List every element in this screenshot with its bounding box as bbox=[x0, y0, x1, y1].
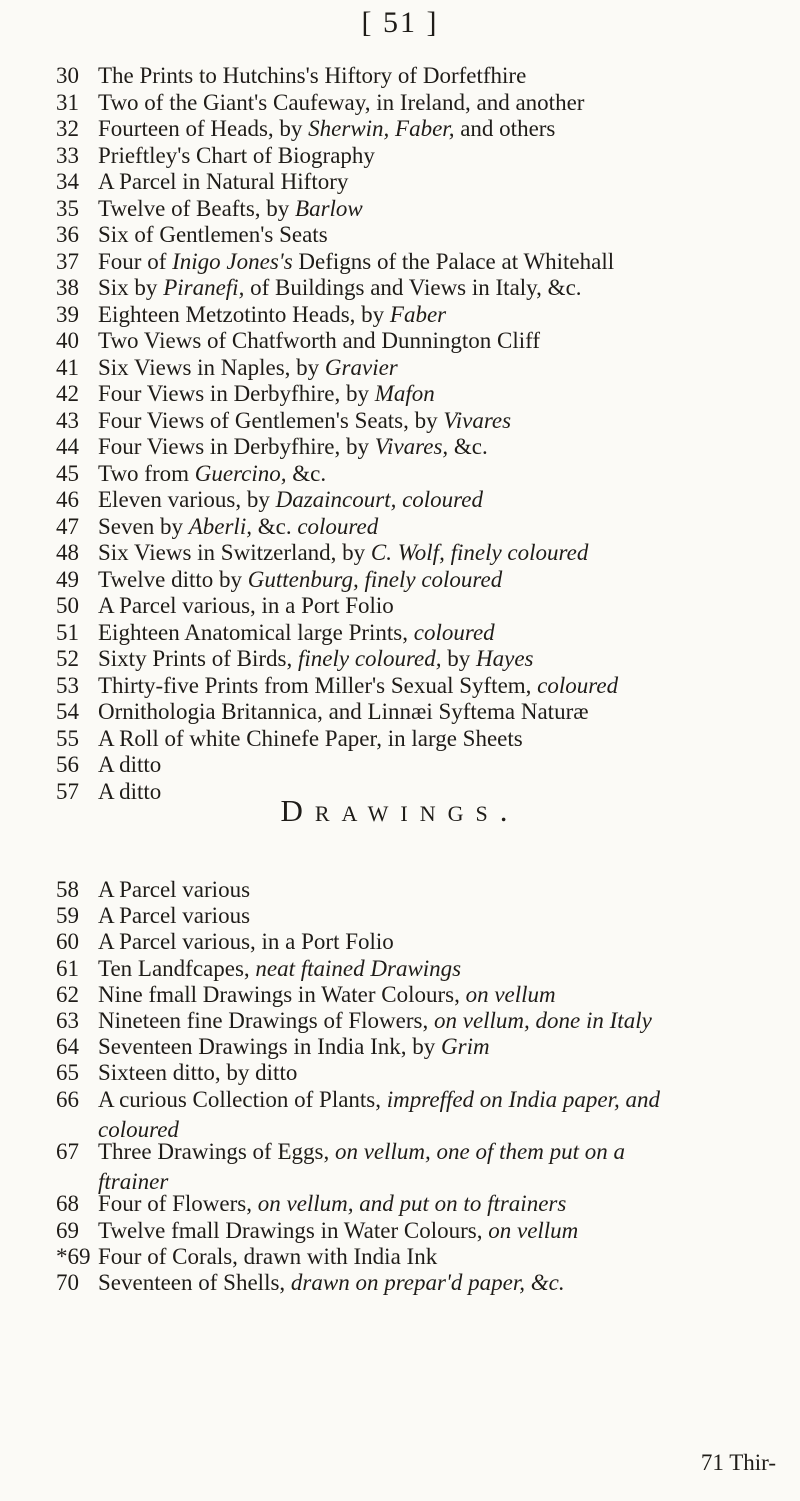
lot-description bbox=[98, 408, 511, 433]
lot-text: on vellum bbox=[465, 981, 556, 1007]
lot-entry bbox=[56, 380, 786, 408]
lot-entry bbox=[56, 1190, 786, 1218]
lot-text: A Parcel various bbox=[98, 903, 251, 929]
lot-text: A Parcel various bbox=[98, 877, 251, 902]
lot-number: 66 bbox=[56, 1086, 79, 1112]
lot-text: Fourteen of Heads, by bbox=[98, 116, 309, 141]
lot-entry bbox=[56, 168, 786, 196]
lot-text: Aberli, bbox=[188, 513, 252, 539]
lot-text: coloured bbox=[537, 672, 619, 698]
lot-number: 50 bbox=[56, 593, 79, 618]
lot-text: Four of bbox=[98, 248, 173, 274]
lot-text: Four Views of Gentlemen's Seats, by bbox=[98, 407, 444, 433]
lot-number: *69 bbox=[56, 1243, 91, 1269]
lot-description bbox=[98, 461, 326, 486]
lot-description bbox=[98, 567, 502, 592]
lot-number: 49 bbox=[56, 566, 79, 592]
lot-entry bbox=[56, 566, 786, 594]
lot-description bbox=[98, 355, 398, 380]
lot-number: 53 bbox=[56, 672, 79, 698]
lot-description bbox=[98, 90, 584, 115]
lot-text: Seventeen Drawings in India Ink, by bbox=[98, 1034, 442, 1060]
lot-text: Seven by bbox=[98, 513, 189, 539]
lot-number: 39 bbox=[56, 301, 79, 327]
lot-number: 34 bbox=[56, 169, 79, 194]
lot-description bbox=[98, 514, 378, 539]
lot-text: Sixteen ditto, by ditto bbox=[98, 1060, 298, 1086]
lot-description bbox=[98, 1244, 437, 1269]
lot-number: 32 bbox=[56, 116, 79, 141]
lot-text: on vellum, one of them put on a bbox=[334, 1139, 625, 1164]
lot-number: 70 bbox=[56, 1270, 79, 1295]
lot-text: Six by bbox=[98, 275, 164, 300]
lot-text: Thirty-five Prints from Miller's Sexual Syftem, bbox=[98, 672, 538, 698]
lot-entry bbox=[56, 981, 786, 1009]
lot-text: Hayes bbox=[476, 646, 534, 671]
lot-number: 47 bbox=[56, 513, 79, 539]
lot-description bbox=[98, 752, 161, 777]
lot-text: drawn on prepar'd paper, &c. bbox=[290, 1270, 565, 1295]
lot-entry bbox=[56, 354, 786, 382]
lot-text: &c. bbox=[286, 460, 327, 486]
lot-number: 58 bbox=[56, 877, 79, 902]
lot-number: 30 bbox=[56, 63, 79, 88]
lot-text: Seventeen of Shells, bbox=[98, 1270, 291, 1295]
lot-number: 45 bbox=[56, 460, 79, 486]
lot-entry bbox=[56, 142, 786, 170]
lot-entry bbox=[56, 955, 786, 983]
lot-description bbox=[98, 222, 328, 247]
lot-text: coloured bbox=[98, 1116, 179, 1142]
lot-entry bbox=[56, 672, 786, 700]
lot-text: Vivares, bbox=[374, 434, 449, 459]
lot-text: Vivares bbox=[443, 407, 512, 433]
lot-entry bbox=[56, 1217, 786, 1245]
lot-description bbox=[98, 956, 461, 981]
lot-text: Piranefi, bbox=[163, 275, 245, 300]
lot-description bbox=[98, 929, 394, 954]
lot-text: Faber bbox=[389, 301, 447, 327]
lot-entry bbox=[56, 1243, 786, 1271]
lot-number: 55 bbox=[56, 725, 79, 751]
lot-number: 60 bbox=[56, 929, 79, 955]
lot-description bbox=[98, 540, 588, 565]
lot-number: 69 bbox=[56, 1217, 79, 1243]
lot-text: of Buildings and Views in Italy, &c. bbox=[244, 275, 582, 300]
lot-text: A Parcel various, in a Port Folio bbox=[98, 593, 394, 618]
lot-text: on vellum, done in Italy bbox=[433, 1008, 652, 1033]
lot-entry bbox=[56, 195, 786, 223]
lot-text: Sherwin, Faber, bbox=[308, 116, 455, 141]
lot-text: on vellum bbox=[488, 1217, 579, 1243]
lot-entry bbox=[56, 433, 786, 461]
lot-description bbox=[98, 1191, 566, 1216]
lot-number: 61 bbox=[56, 955, 79, 981]
lot-entry bbox=[56, 619, 786, 647]
lot-entry bbox=[56, 1007, 786, 1035]
lot-number: 40 bbox=[56, 328, 79, 353]
lot-text: Four Views in Derbyfhire, by bbox=[98, 434, 375, 459]
lot-text: Eighteen Metzotinto Heads, by bbox=[98, 301, 390, 327]
lot-number: 51 bbox=[56, 619, 79, 645]
lot-text: Barlow bbox=[295, 195, 363, 221]
lot-number: 65 bbox=[56, 1060, 79, 1086]
lot-number: 68 bbox=[56, 1191, 79, 1217]
lot-number: 62 bbox=[56, 981, 79, 1007]
lot-text: Ornithologia Britannica, and Linnæi Syftema Naturæ bbox=[98, 699, 589, 724]
lot-text: Gravier bbox=[324, 354, 398, 380]
lot-text: C. Wolf, finely coloured bbox=[370, 540, 589, 565]
lot-text: Twelve ditto by bbox=[98, 566, 248, 592]
lot-text: Six Views in Naples, by bbox=[98, 354, 325, 380]
lot-entry bbox=[56, 274, 786, 302]
lot-entry bbox=[56, 592, 786, 620]
lot-description bbox=[98, 249, 614, 274]
lot-text: Four of Flowers, bbox=[98, 1191, 258, 1217]
lot-text: Two of the Giant's Caufeway, in Ireland, and another bbox=[98, 89, 585, 115]
lot-description bbox=[98, 381, 435, 406]
lot-number: 33 bbox=[56, 142, 79, 168]
lot-description bbox=[98, 275, 582, 300]
lot-text: Grim bbox=[441, 1034, 490, 1060]
lot-entry bbox=[56, 1033, 786, 1061]
lot-text: Six Views in Switzerland, by bbox=[98, 540, 371, 565]
lot-entry bbox=[56, 460, 786, 488]
lot-entry bbox=[56, 876, 786, 904]
lot-text: neat ftained Drawings bbox=[255, 955, 462, 981]
lot-text: by bbox=[441, 646, 477, 671]
lot-description bbox=[98, 1034, 490, 1059]
lot-text: Eighteen Anatomical large Prints, bbox=[98, 619, 414, 645]
lot-number: 59 bbox=[56, 903, 79, 929]
lot-number: 54 bbox=[56, 699, 79, 724]
lot-number: 48 bbox=[56, 540, 79, 565]
lot-number: 57 bbox=[56, 778, 79, 804]
lot-text: Guercino, bbox=[194, 460, 287, 486]
lot-text: Prieftley's Chart of Biography bbox=[98, 142, 375, 168]
lot-description bbox=[98, 646, 534, 671]
lot-entry bbox=[56, 725, 786, 753]
lot-text: Mafon bbox=[374, 381, 435, 406]
lot-entry bbox=[56, 1269, 786, 1297]
lot-text: A Parcel in Natural Hiftory bbox=[98, 169, 349, 194]
lot-entry bbox=[56, 248, 786, 276]
lot-text: Nineteen fine Drawings of Flowers, bbox=[98, 1008, 434, 1033]
lot-entry bbox=[56, 1059, 786, 1087]
lot-description bbox=[98, 877, 250, 902]
lot-text: coloured bbox=[413, 619, 495, 645]
lot-entry bbox=[56, 301, 786, 329]
lot-number: 56 bbox=[56, 752, 79, 777]
lot-text: Dazaincourt, coloured bbox=[275, 487, 483, 512]
lot-number: 63 bbox=[56, 1008, 79, 1033]
lot-number: 37 bbox=[56, 248, 79, 274]
lot-description bbox=[98, 302, 446, 327]
lot-text: Inigo Jones's bbox=[172, 248, 293, 274]
lot-number: 43 bbox=[56, 407, 79, 433]
lot-text: A Roll of white Chinefe Paper, in large Sheets bbox=[98, 725, 523, 751]
lot-number: 31 bbox=[56, 89, 79, 115]
lot-text: Three Drawings of Eggs, bbox=[98, 1139, 335, 1164]
catchword: 71 Thir- bbox=[700, 1450, 776, 1475]
lot-text: Six of Gentlemen's Seats bbox=[98, 222, 328, 247]
lot-text: finely coloured, bbox=[298, 646, 442, 671]
lot-entry bbox=[56, 928, 786, 956]
lot-text: impreffed on India paper, and bbox=[386, 1086, 660, 1112]
lot-number: 36 bbox=[56, 222, 79, 247]
lot-text: A ditto bbox=[98, 752, 162, 777]
lot-description bbox=[98, 673, 618, 698]
lot-text: &c. bbox=[448, 434, 488, 459]
lot-text: Four Views in Derbyfhire, by bbox=[98, 381, 375, 406]
lot-description bbox=[98, 1060, 297, 1085]
lot-description bbox=[98, 328, 540, 353]
lot-description bbox=[98, 169, 348, 194]
lot-description bbox=[98, 1087, 660, 1112]
lot-text: and others bbox=[454, 116, 556, 141]
lot-entry bbox=[56, 62, 786, 90]
lot-entry bbox=[56, 115, 786, 143]
lot-text: Two Views of Chatfworth and Dunnington Cliff bbox=[98, 328, 541, 353]
lot-number: 67 bbox=[56, 1139, 79, 1164]
lot-entry bbox=[56, 513, 786, 541]
lot-text: Eleven various, by bbox=[98, 487, 276, 512]
lot-text: &c. bbox=[251, 513, 298, 539]
lot-description bbox=[98, 434, 488, 459]
lot-entry bbox=[56, 486, 786, 514]
lot-description bbox=[98, 1270, 565, 1295]
lot-entry bbox=[56, 1138, 786, 1194]
lot-text: Twelve of Beafts, by bbox=[98, 195, 296, 221]
lot-text: A Parcel various, in a Port Folio bbox=[98, 929, 394, 955]
lot-entry bbox=[56, 1086, 786, 1142]
page-number: [ 51 ] bbox=[361, 6, 439, 39]
lot-text: ftrainer bbox=[98, 1169, 169, 1194]
lot-number: 38 bbox=[56, 275, 79, 300]
lot-entry bbox=[56, 902, 786, 930]
lot-description bbox=[98, 903, 250, 928]
lot-entry bbox=[56, 645, 786, 673]
lot-text: Twelve fmall Drawings in Water Colours, bbox=[98, 1217, 489, 1243]
lot-entry bbox=[56, 751, 786, 779]
lot-text: A curious Collection of Plants, bbox=[98, 1086, 387, 1112]
lot-entry bbox=[56, 698, 786, 726]
lot-text: Guttenburg, finely coloured bbox=[247, 566, 503, 592]
lot-description bbox=[98, 116, 555, 141]
lot-text: The Prints to Hutchins's Hiftory of Dorfetfhire bbox=[98, 63, 527, 88]
lot-number: 46 bbox=[56, 487, 79, 512]
lot-description bbox=[98, 1139, 625, 1164]
lot-description bbox=[98, 982, 556, 1007]
lot-description bbox=[98, 620, 495, 645]
lot-description bbox=[98, 699, 589, 724]
lot-description bbox=[98, 196, 363, 221]
lot-description bbox=[98, 143, 375, 168]
lot-text: Four of Corals, drawn with India Ink bbox=[98, 1243, 438, 1269]
lot-number: 41 bbox=[56, 354, 79, 380]
lot-description bbox=[98, 726, 523, 751]
lot-description bbox=[98, 593, 394, 618]
lot-text: Nine fmall Drawings in Water Colours, bbox=[98, 981, 466, 1007]
lot-number: 42 bbox=[56, 381, 79, 406]
lot-number: 64 bbox=[56, 1034, 79, 1060]
lot-entry bbox=[56, 407, 786, 435]
lot-text: Sixty Prints of Birds, bbox=[98, 646, 299, 671]
lot-entry bbox=[56, 327, 786, 355]
lot-entry bbox=[56, 89, 786, 117]
lot-description bbox=[98, 63, 526, 88]
drawings-heading: Drawings. bbox=[280, 793, 520, 828]
lot-number: 52 bbox=[56, 646, 79, 671]
lot-description bbox=[98, 487, 483, 512]
lot-text: Defigns of the Palace at Whitehall bbox=[292, 248, 615, 274]
lot-entry bbox=[56, 221, 786, 249]
lot-text: coloured bbox=[297, 513, 379, 539]
lot-text: Two from bbox=[98, 460, 195, 486]
lot-text: A ditto bbox=[98, 778, 162, 804]
lot-number: 44 bbox=[56, 434, 79, 459]
lot-description bbox=[98, 1218, 578, 1243]
lot-entry bbox=[56, 539, 786, 567]
lot-description bbox=[98, 1008, 652, 1033]
lot-text: on vellum, and put on to ftrainers bbox=[257, 1191, 567, 1217]
lot-number: 35 bbox=[56, 195, 79, 221]
lot-text: Ten Landfcapes, bbox=[98, 955, 256, 981]
